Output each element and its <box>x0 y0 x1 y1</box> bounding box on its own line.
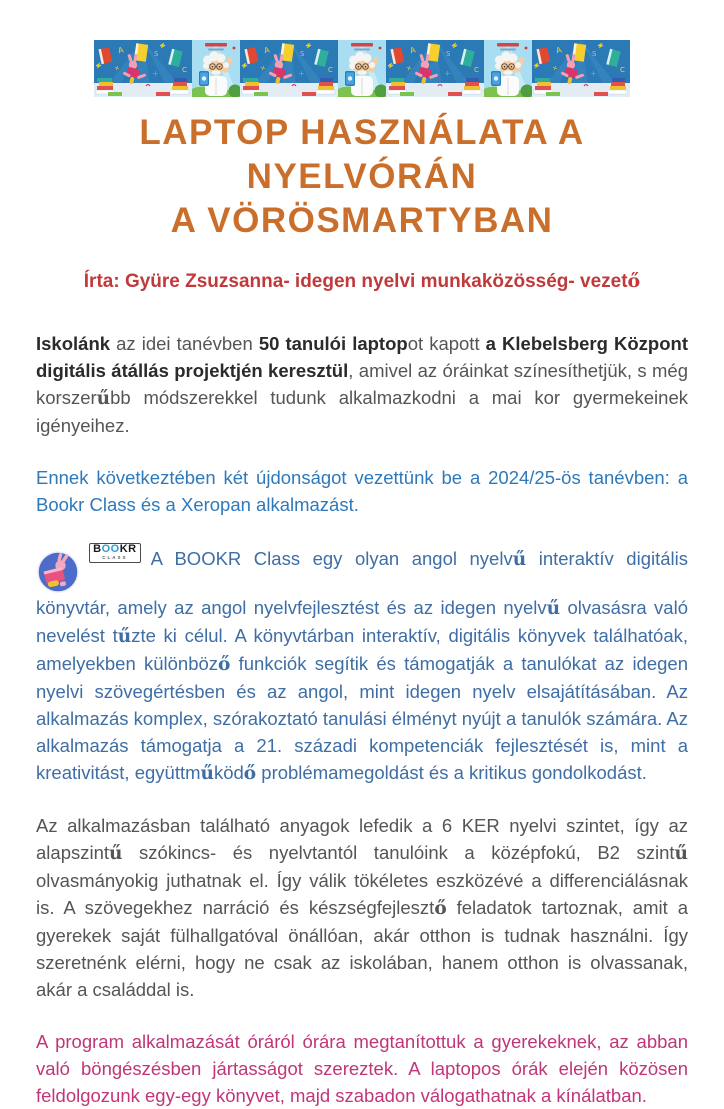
bookr-wordmark-subtext: CLASS <box>102 555 128 560</box>
bookr-class-logo <box>36 543 141 594</box>
paragraph-levels <box>36 812 688 1003</box>
document-page <box>0 40 724 1107</box>
paragraph-intro <box>36 330 688 439</box>
page-title <box>20 111 704 243</box>
paragraph-new-apps <box>36 464 688 518</box>
banner-illustration <box>94 40 630 97</box>
paragraph-levels-text: Az alkalmazásban található anyagok lefedik a 6 KER nyelvi szintet, így az alapszintű szókincs- és nyelvtantól tanulóink a középfokú, B2 szintű olvasmányokig juthatnak el. Így válik tökéletes eszközévé a differenciálásnak is. A szövegekhez narráció és készségfejlesztő feladatok tartoznak, amit a gyerekek saját fülhallgatóval önállóan, akár otthon is tudnak használni. Így szeretnénk elérni, hogy ne csak az iskolában, hanem otthon is olvassanak, akár a családdal is. <box>36 815 688 1001</box>
paragraph-new-apps-text: Ennek következtében két újdonságot vezettünk be a 2024/25-ös tanévben: a Bookr Class és a Xeropan alkalmazást. <box>36 467 688 515</box>
page-title-line1: LAPTOP HASZNÁLATA A NYELVÓRÁN <box>139 113 585 196</box>
bookr-wordmark <box>89 543 140 563</box>
paragraph-intro-text: Iskolánk az idei tanévben 50 tanulói laptopot kapott a Klebelsberg Központ digitális átállás projektjén keresztül, amivel az óráinkat színesíthetjük, s még korszerűbb módszerekkel tudunk alkalmazkodni a mai kor gyermekeinek igényeihez. <box>36 333 688 436</box>
paragraph-usage-text: A program alkalmazását óráról órára megtanítottuk a gyerekeknek, az abban való böngészésben jártasságot szereztek. A laptopos órák elején közösen feldolgozunk egy-egy könyvet, majd szabadon válogathatnak a kínálatban. <box>36 1031 688 1107</box>
bookr-logo-icon <box>36 550 80 594</box>
page-title-line2: A VÖRÖSMARTYBAN <box>170 201 554 240</box>
byline: Írta: Gyüre Zsuzsanna- idegen nyelvi munkaközösség- vezető <box>83 270 641 292</box>
bookr-wordmark-text: BOOKR <box>93 543 137 555</box>
paragraph-usage <box>36 1028 688 1109</box>
header-illustration-banner <box>94 40 630 97</box>
paragraph-bookr-class <box>36 543 688 787</box>
paragraph-bookr-class-text: A BOOKR Class egy olyan angol nyelvű interaktív digitális könyvtár, amely az angol nyelvfejlesztést és az idegen nyelvű olvasásra való nevelést tűzte ki célul. A könyvtárban interaktív, digitális könyvek találhatóak, amelyekben különböző funkciók segítik és támogatják a tanulókat az idegen nyelvi szövegértésben és az angol, mint idegen nyelv elsajátításában. Az alkalmazás komplex, szórakoztató tanulási élményt nyújt a tanulók számára. Az alkalmazás támogatja a 21. századi kompetenciák fejlesztését is, mint a kreativitást, együttműködő problémamegoldást és a kritikus gondolkodást. <box>36 548 688 785</box>
